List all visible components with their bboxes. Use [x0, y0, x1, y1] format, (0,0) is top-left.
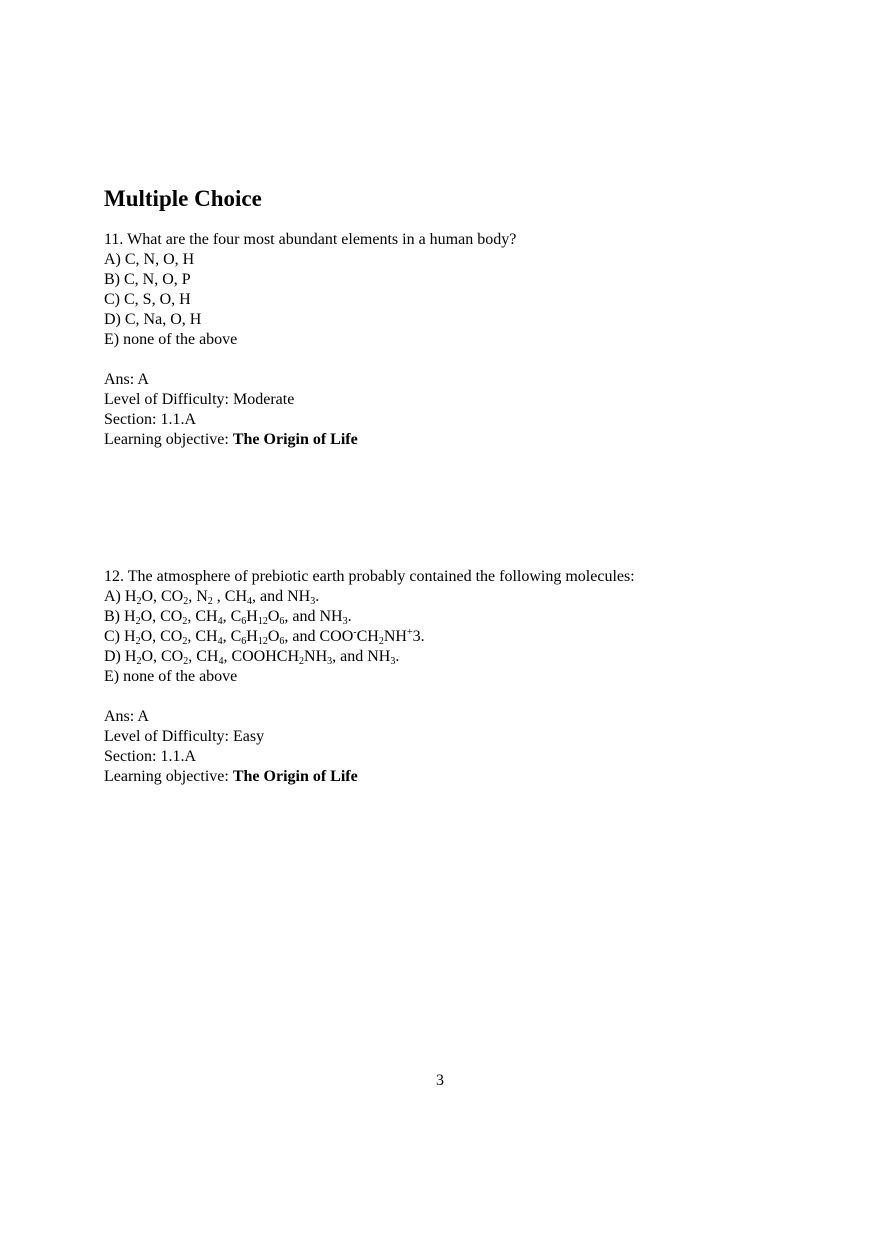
question-text: 11. What are the four most abundant elements in a human body? [104, 231, 517, 248]
option-e: E) none of the above [104, 668, 238, 685]
spacer [104, 350, 516, 370]
objective-value: The Origin of Life [232, 768, 358, 785]
option-b: B) $H_2O$, $CO_2$, $CH_4$, $C_6H_{12}O_6$, and $NH_3$. [104, 608, 352, 627]
learning-objective [104, 430, 516, 450]
section-heading: Multiple Choice [104, 186, 262, 211]
answer: Ans: A [104, 371, 149, 388]
option-a: A) $H_2O$, $CO_2$, $N_2$ , $CH_4$, and $NH_3$. [104, 588, 320, 607]
spacer [104, 687, 635, 707]
option-c: C) $H_2O$, $CO_2$, $CH_4$, $C_6H_{12}O_6$, and $COO^-CH_2NH^+3$. [104, 627, 425, 647]
section-ref: Section: 1.1.A [104, 411, 196, 428]
page-number: 3 [436, 1072, 444, 1089]
objective-label: Learning objective: [104, 768, 233, 785]
difficulty: Level of Difficulty: Moderate [104, 391, 295, 408]
learning-objective [104, 767, 635, 787]
option-c: C) C, S, O, H [104, 291, 191, 308]
objective-value: The Origin of Life [232, 431, 358, 448]
answer: Ans: A [104, 708, 149, 725]
option-d: D) $H_2O$, $CO_2$, $CH_4$, $COOHCH_2NH_3$, and $NH_3$. [104, 648, 400, 667]
option-a: A) C, N, O, H [104, 251, 195, 268]
section-ref: Section: 1.1.A [104, 748, 196, 765]
question-text: 12. The atmosphere of prebiotic earth probably contained the following molecules: [104, 568, 635, 585]
option-e: E) none of the above [104, 331, 238, 348]
question-12 [104, 567, 635, 787]
difficulty: Level of Difficulty: Easy [104, 728, 265, 745]
option-d: D) C, Na, O, H [104, 311, 202, 328]
option-b: B) C, N, O, P [104, 271, 191, 288]
question-11 [104, 230, 516, 450]
objective-label: Learning objective: [104, 431, 233, 448]
